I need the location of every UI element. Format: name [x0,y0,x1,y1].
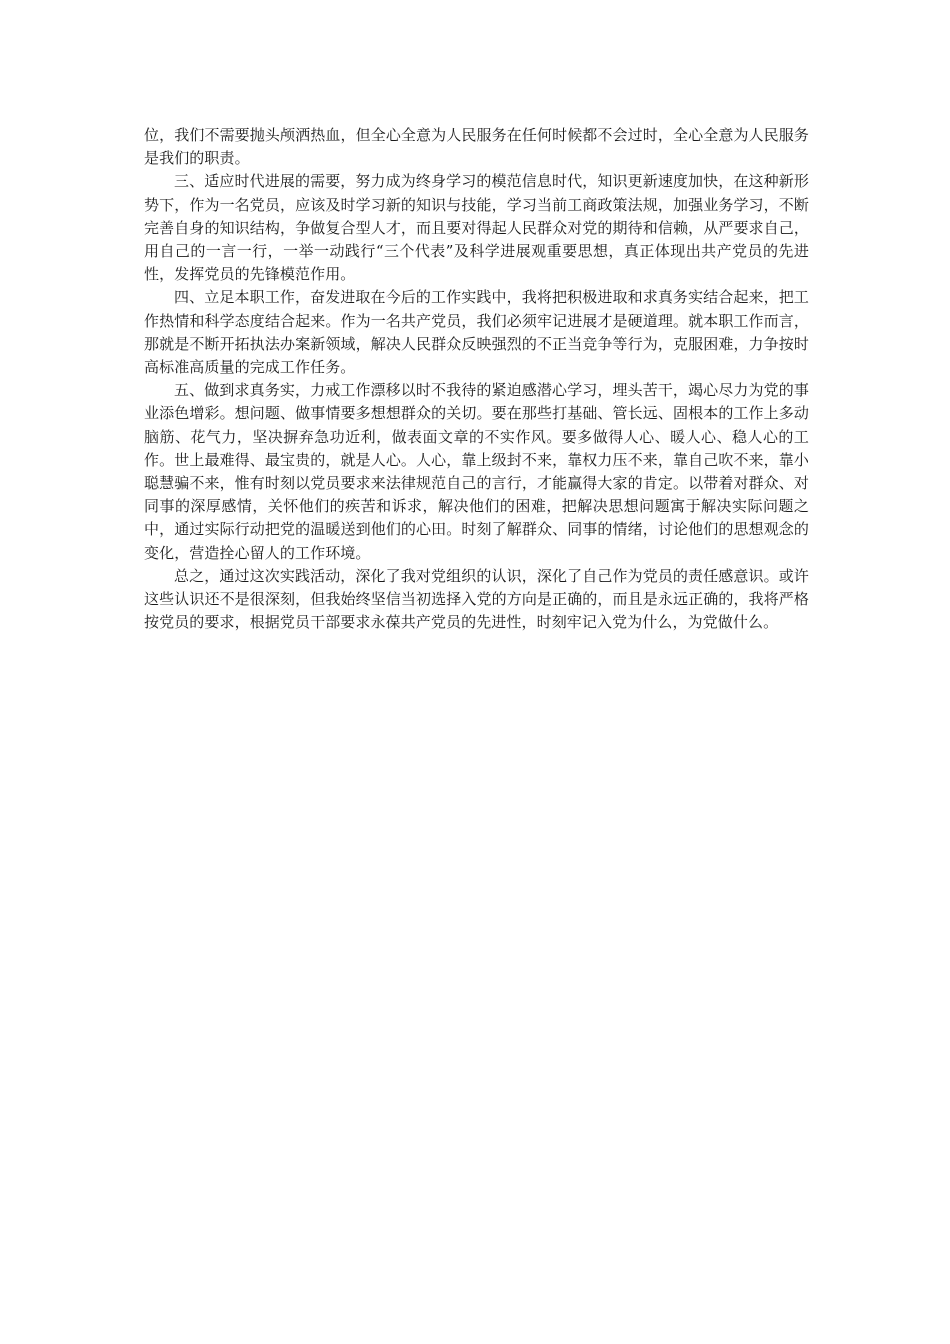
paragraph-section-four: 四、立足本职工作，奋发进取在今后的工作实践中，我将把积极进取和求真务实结合起来，把工作热情和科学态度结合起来。作为一名共产党员，我们必须牢记进展才是硬道理。就本职工作而言，那就是不断开拓执法办案新领域，解决人民群众反映强烈的不正当竞争等行为，克服困难，力争按时高标准高质量的完成工作任务。 [144,288,809,377]
paragraph-conclusion: 总之，通过这次实践活动，深化了我对党组织的认识，深化了自己作为党员的责任感意识。或许这些认识还不是很深刻，但我始终坚信当初选择入党的方向是正确的，而且是永远正确的，我将严格按党员的要求，根据党员干部要求永葆共产党员的先进性，时刻牢记入党为什么，为党做什么。 [144,566,809,632]
paragraph-section-three: 三、适应时代进展的需要，努力成为终身学习的模范信息时代，知识更新速度加快，在这种新形势下，作为一名党员，应该及时学习新的知识与技能，学习当前工商政策法规，加强业务学习，不断完善自身的知识结构，争做复合型人才，而且要对得起人民群众对党的期待和信赖，从严要求自己，用自己的一言一行，一举一动践行“三个代表”及科学进展观重要思想，真正体现出共产党员的先进性，发挥党员的先锋模范作用。 [144,172,809,284]
document-page [144,124,809,634]
paragraph-section-five: 五、做到求真务实，力戒工作漂移以时不我待的紧迫感潜心学习，埋头苦干，竭心尽力为党的事业添色增彩。想问题、做事情要多想想群众的关切。要在那些打基础、管长远、固根本的工作上多动脑筋、花气力，坚决摒弃急功近利，做表面文章的不实作风。要多做得人心、暖人心、稳人心的工作。世上最难得、最宝贵的，就是人心。人心，靠上级封不来，靠权力压不来，靠自己吹不来，靠小聪慧骗不来，惟有时刻以党员要求来法律规范自己的言行，才能赢得大家的肯定。以带着对群众、对同事的深厚感情，关怀他们的疾苦和诉求，解决他们的困难，把解决思想问题寓于解决实际问题之中，通过实际行动把党的温暖送到他们的心田。时刻了解群众、同事的情绪，讨论他们的思想观念的变化，营造拴心留人的工作环境。 [144,381,809,562]
paragraph-continuation: 位，我们不需要抛头颅洒热血，但全心全意为人民服务在任何时候都不会过时，全心全意为人民服务是我们的职责。 [144,126,809,168]
